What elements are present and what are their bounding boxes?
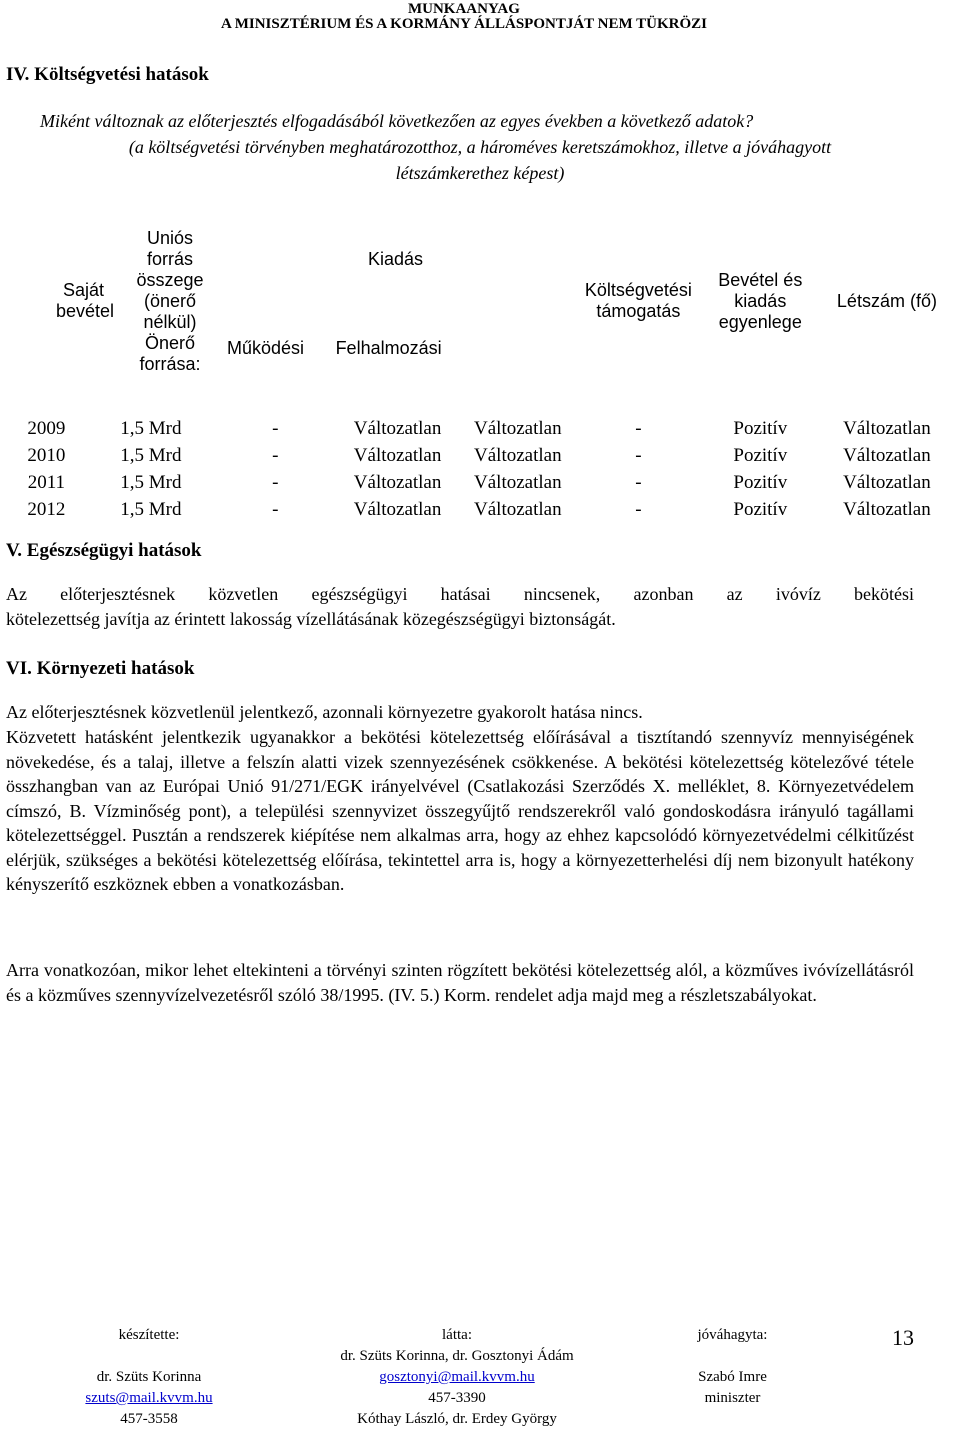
question-line-3: létszámkerethez képest) [395,163,565,183]
header-line-1: MUNKAANYAG [407,1,520,17]
table-header-row-1 [6,207,954,312]
approved-name: Szabó Imre [698,1369,767,1385]
footer-approved-by [660,1325,805,1409]
header-kiadas: Kiadás [367,249,424,269]
cell-letszam: Változatlan [843,499,931,520]
health-paragraph-line-2: kötelezettség javítja az érintett lakosság vízellátásának közegészségügyi biztonságát. [6,609,616,629]
header-mukodesi: Működési [227,338,305,358]
cell-unios: - [272,499,279,520]
approved-label: jóváhagyta: [697,1327,768,1343]
footer-reviewed-by [330,1325,584,1430]
header-koltsegvetesi: Költségvetési támogatás [584,280,692,321]
prepared-phone: 457-3558 [120,1411,178,1427]
header-line-2: A MINISZTÉRIUM ÉS A KORMÁNY ÁLLÁSPONTJÁT NEM TÜKRÖZI [220,16,707,32]
cell-koltsegvetesi: - [635,472,642,493]
cell-sajat: 1,5 Mrd [120,445,182,466]
draft-header [221,2,707,32]
cell-mukodesi: Változatlan [353,472,442,493]
cell-mukodesi: Változatlan [353,499,442,520]
header-sajat-unios [6,207,215,395]
table-row [6,415,954,442]
header-felhalmozasi: Felhalmozási [335,338,442,358]
cell-koltsegvetesi: - [635,499,642,520]
table-row [6,496,954,523]
reviewed-phone: 457-3390 [428,1390,486,1406]
question-line-1: Miként változnak az előterjesztés elfogadásából következően az egyes években a következő adatok? [40,111,754,131]
header-sajat-bevetel: Saját bevétel [56,280,115,321]
cell-mukodesi: Változatlan [353,445,442,466]
cell-sajat: 1,5 Mrd [120,418,182,439]
header-unios-forras: Uniós forrás összege (önerő nélkül) [136,227,204,332]
section-6-title: VI. Környezeti hatások [6,658,195,679]
budget-impact-table [6,207,954,523]
reviewed-name: dr. Szüts Korinna, dr. Gosztonyi Ádám [340,1348,574,1364]
page-number: 13 [892,1325,914,1350]
table-row [6,469,954,496]
reviewed-extra: Kóthay László, dr. Erdey György [357,1411,557,1427]
cell-felhalmozasi: Változatlan [474,418,562,439]
header-onero-forrasa: Önerő forrása: [139,332,201,374]
cell-unios: - [272,445,279,466]
cell-koltsegvetesi: - [635,445,642,466]
cell-year: 2011 [27,472,66,493]
header-letszam: Létszám (fő) [836,290,937,311]
section-4-title: IV. Költségvetési hatások [6,64,209,85]
cell-felhalmozasi: Változatlan [474,472,562,493]
prepared-label: készítette: [118,1327,180,1343]
env-paragraph-2: Közvetett hatásként jelentkezik ugyanakkor a bekötési kötelezettség előírásával a tisztítandó szennyvíz mennyiségének növekedése, és a talaj, illetve a felszín alatti vizek szennyezésének csökkenése. A bekötési kötelezettség kötelezővé tétele összhangban van az Európai Unió 91/271/EGK irányelvével (Csatlakozási Szerződés X. melléklet, 8. Környezetvédelem címszó, B. Vízminőség pont), a települési szennyvizet összegyűjtő rendszerekről való gondoskodásra irányuló tagállami kötelezettséggel. Pusztán a rendszerek kiépítése nem alkalmas arra, hogy az ehhez kapcsolódó környezetvédelmi célkitűzést elérjük, szükséges a bekötési kötelezettség előírása, tekintettel arra is, hogy a környezetterhelési díj nem bizonyult hatékony kényszerítő eszköznek ebben a vonatkozásban. [6,727,914,894]
budget-question [40,108,920,186]
cell-unios: - [272,418,279,439]
cell-letszam: Változatlan [843,445,931,466]
cell-egyenleg: Pozitív [733,472,788,493]
reviewed-label: látta: [442,1327,472,1343]
cell-letszam: Változatlan [843,472,931,493]
cell-year: 2009 [27,418,66,439]
cell-egyenleg: Pozitív [733,418,788,439]
reviewed-email-link[interactable]: gosztonyi@mail.kvvm.hu [379,1369,535,1385]
cell-felhalmozasi: Változatlan [474,445,562,466]
prepared-email-link[interactable]: szuts@mail.kvvm.hu [85,1390,213,1406]
cell-felhalmozasi: Változatlan [474,499,562,520]
section-5-title: V. Egészségügyi hatások [6,540,202,561]
cell-year: 2012 [27,499,66,520]
cell-egyenleg: Pozitív [733,445,788,466]
question-line-2: (a költségvetési törvényben meghatározotthoz, a hároméves keretszámokhoz, illetve a jóváhagyott [128,137,832,157]
cell-year: 2010 [27,445,66,466]
footer-prepared-by [40,1325,258,1430]
prepared-name: dr. Szüts Korinna [96,1369,202,1385]
approved-title: miniszter [704,1390,761,1406]
cell-sajat: 1,5 Mrd [120,472,182,493]
health-paragraph-line-1: Az előterjesztésnek közvetlen egészségügyi hatásai nincsenek, azonban az ivóvíz bekötési [6,584,914,604]
table-row [6,442,954,469]
cell-mukodesi: Változatlan [353,418,442,439]
header-egyenleg: Bevétel és kiadás egyenlege [718,269,803,332]
cell-unios: - [272,472,279,493]
cell-koltsegvetesi: - [635,418,642,439]
cell-letszam: Változatlan [843,418,931,439]
cell-egyenleg: Pozitív [733,499,788,520]
env-paragraph-3: Arra vonatkozóan, mikor lehet eltekinteni a törvényi szinten rögzített bekötési kötelezettség alól, a közműves ivóvízellátásról és a közműves szennyvízelvezetésről szóló 38/1995. (IV. 5.) Korm. rendelet adja majd meg a részletszabályokat. [6,960,914,1005]
cell-sajat: 1,5 Mrd [120,499,182,520]
env-paragraph-1: Az előterjesztésnek közvetlenül jelentkező, azonnali környezetre gyakorolt hatása nincs. [6,702,643,722]
